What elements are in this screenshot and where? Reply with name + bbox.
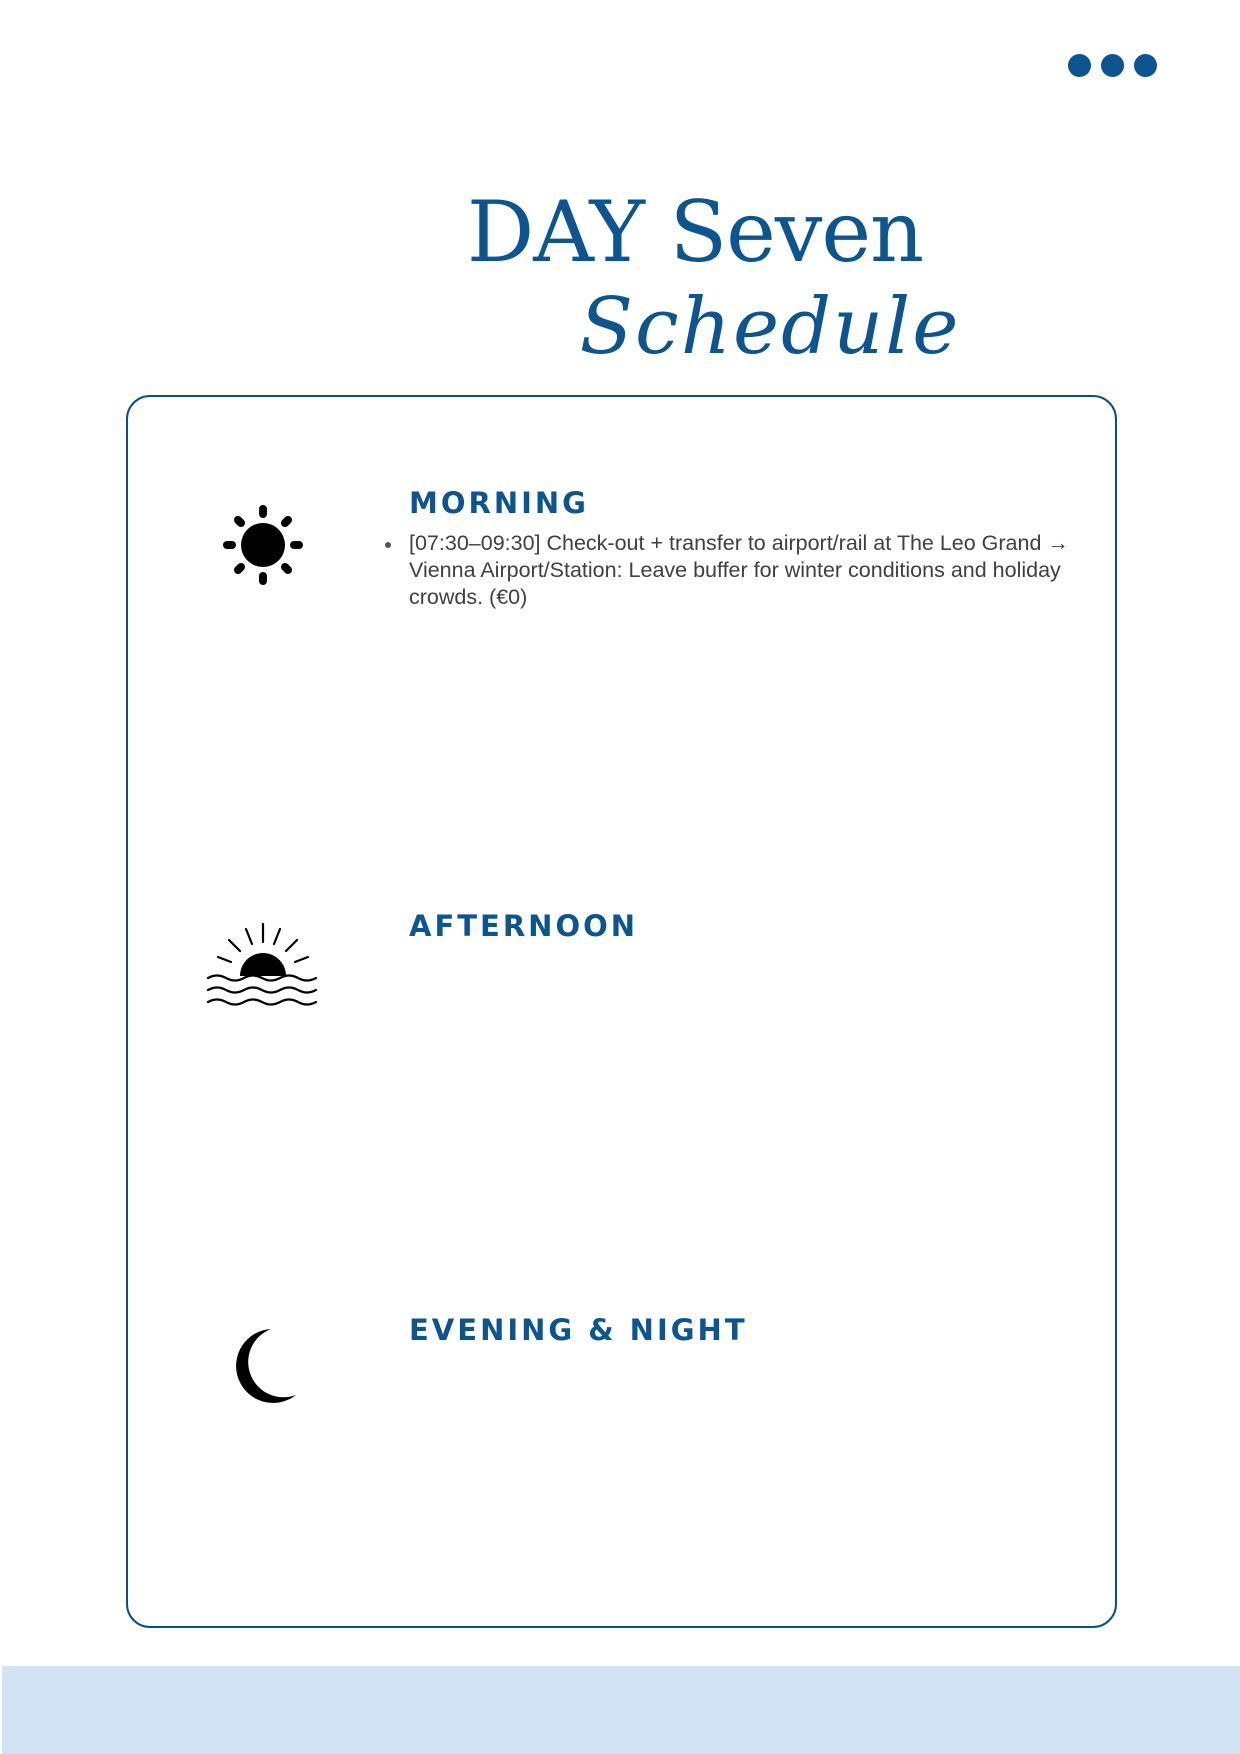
dot xyxy=(1134,54,1157,77)
dot xyxy=(1101,54,1124,77)
menu-dots-icon xyxy=(1068,54,1157,77)
moon-icon xyxy=(226,1325,304,1405)
section-heading-afternoon: AFTERNOON xyxy=(409,909,639,943)
sun-icon xyxy=(218,500,308,590)
list-item: [07:30–09:30] Check-out + transfer to airport/rail at The Leo Grand → Vienna Airport/Station: Leave buffer for winter conditions and holiday crowds. (€0) xyxy=(409,531,1069,609)
morning-activities-list xyxy=(409,530,1069,611)
sunset-icon xyxy=(206,920,320,1010)
dot xyxy=(1068,54,1091,77)
section-heading-evening-night: EVENING & NIGHT xyxy=(409,1313,748,1347)
section-heading-morning: MORNING xyxy=(409,486,589,520)
footer-band xyxy=(2,1666,1240,1754)
page-subtitle: Schedule xyxy=(579,282,961,372)
page-title: DAY Seven xyxy=(466,183,924,281)
